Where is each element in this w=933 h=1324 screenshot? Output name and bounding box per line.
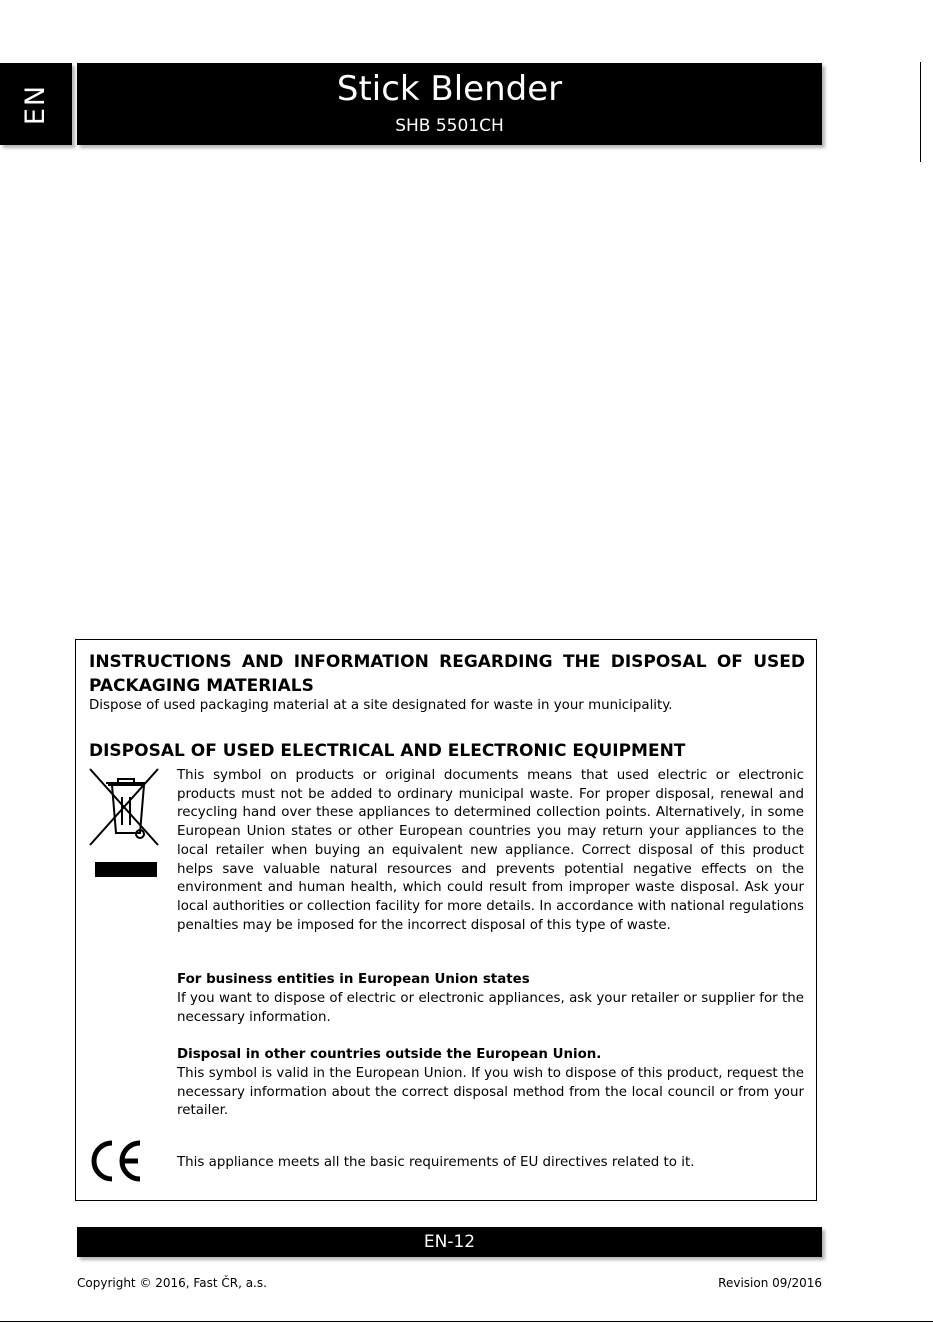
outside-eu-heading: Disposal in other countries outside the European Union. xyxy=(177,1047,602,1062)
model-number: SHB 5501CH xyxy=(395,116,504,136)
language-label: EN xyxy=(20,83,52,125)
packaging-text: Dispose of used packaging material at a site designated for waste in your municipality. xyxy=(89,698,673,713)
packaging-heading-line1: INSTRUCTIONS AND INFORMATION REGARDING THE DISPOSAL OF USED xyxy=(89,652,805,672)
weee-heading: DISPOSAL OF USED ELECTRICAL AND ELECTRONIC EQUIPMENT xyxy=(89,741,686,761)
business-heading: For business entities in European Union states xyxy=(177,972,530,987)
business-text: If you want to dispose of electric or electronic appliances, ask your retailer or supplier for the necessary information. xyxy=(177,991,804,1025)
revision-text: Revision 09/2016 xyxy=(718,1276,822,1290)
language-tab xyxy=(0,63,72,145)
crossed-out-wheelie-bin-icon xyxy=(88,767,164,877)
outside-eu-text: This symbol is valid in the European Union. If you wish to dispose of this product, request the necessary information about the correct disposal method from the local council or from your retailer. xyxy=(177,1066,804,1119)
bottom-rule xyxy=(0,1321,933,1322)
ce-mark-icon xyxy=(88,1137,148,1187)
copyright-text: Copyright © 2016, Fast ČR, a.s. xyxy=(77,1276,267,1290)
page-title: Stick Blender xyxy=(336,69,563,109)
packaging-heading-line2: PACKAGING MATERIALS xyxy=(89,676,314,696)
weee-text: This symbol on products or original documents means that used electric or electronic products must not be added to ordinary municipal waste. For proper disposal, renewal and recycling hand over these appliances to determined collection points. Alternatively, in some European Union states or other European countries you may return your appliances to the local retailer when buying an equivalent new appliance. Correct disposal of this product helps save valuable natural resources and prevents potential negative effects on the environment and human health, which could result from improper waste disposal. Ask your local authorities or collection facility for more details. In accordance with national regulations penalties may be imposed for the incorrect disposal of this type of waste. xyxy=(177,768,804,933)
page-number: EN-12 xyxy=(423,1232,476,1252)
title-banner xyxy=(77,63,822,145)
ce-text: This appliance meets all the basic requirements of EU directives related to it. xyxy=(177,1155,695,1170)
margin-mark xyxy=(920,62,921,162)
page-number-bar xyxy=(77,1227,822,1257)
disposal-info-box xyxy=(75,639,817,1201)
